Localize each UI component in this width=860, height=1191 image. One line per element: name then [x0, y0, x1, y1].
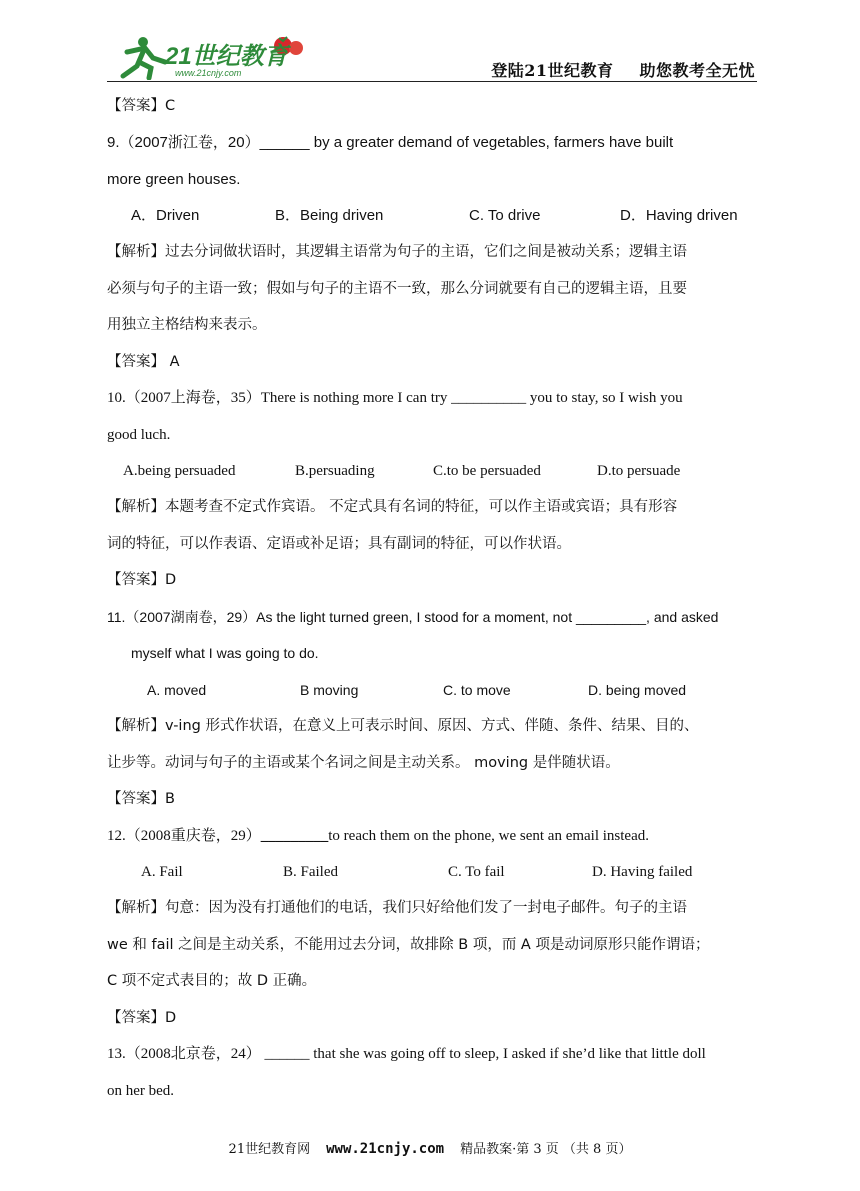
q9-option-d: D．Having driven: [620, 207, 738, 224]
q12-blank: _________: [260, 828, 329, 844]
question-12-line-1: [107, 826, 649, 846]
q10-option-b: B.persuading: [295, 463, 375, 479]
question-9-line-1: 9.（2007浙江卷，20）______ by a greater demand of vegetables, farmers have built: [107, 134, 674, 151]
q10-option-a: A.being persuaded: [123, 463, 236, 479]
q12-prefix: 12.（2008重庆卷，29）: [107, 828, 261, 844]
logo-url: www.21cnjy.com: [175, 68, 242, 78]
answer-12: 【答案】D: [107, 1010, 177, 1026]
q12-option-c: C. To fail: [448, 864, 505, 880]
header-tagline: [491, 58, 755, 81]
question-11-line-1: 11.（2007湖南卷，29）As the light turned green, I stood for a moment, not _________, and asked: [107, 609, 719, 625]
question-10-line-1: 10.（2007上海卷，35）There is nothing more I can try __________ you to stay, so I wish you: [107, 390, 683, 406]
question-11-line-2: myself what I was going to do.: [131, 645, 319, 661]
question-13-line-1: 13.（2008北京卷，24） ______ that she was going off to sleep, I asked if she’d like that little doll: [107, 1046, 706, 1062]
q11-option-b: B moving: [300, 682, 359, 698]
q11-option-d: D. being moved: [588, 682, 687, 698]
logo-text: 21世纪教育: [165, 43, 288, 70]
page-footer: [0, 1138, 860, 1157]
q12-option-b: B. Failed: [283, 864, 338, 880]
tagline-right: 助您教考全无忧: [639, 61, 755, 80]
q10-explanation-2: 词的特征，可以作表语、定语或补足语；具有副词的特征，可以作状语。: [107, 536, 571, 552]
q11-option-a: A. moved: [147, 682, 207, 698]
page-header: [107, 30, 757, 82]
footer-page-info: 精品教案·第 3 页 （共 8 页）: [460, 1142, 632, 1157]
q9-explanation-3: 用独立主格结构来表示。: [107, 317, 267, 333]
q11-option-c: C. to move: [443, 682, 511, 698]
q12-text: to reach them on the phone, we sent an email instead.: [328, 828, 649, 844]
q12-explanation-3: C 项不定式表目的；故 D 正确。: [107, 973, 317, 989]
q9-option-b: B．Being driven: [275, 207, 384, 224]
footer-site: 21世纪教育网: [228, 1142, 311, 1157]
q12-explanation-1: 【解析】句意：因为没有打通他们的电话，我们只好给他们发了一封电子邮件。句子的主语: [107, 900, 687, 916]
q12-option-a: A. Fail: [141, 864, 183, 880]
q9-option-a: A．Driven: [131, 207, 200, 224]
q10-option-c: C.to be persuaded: [433, 463, 541, 479]
question-10-line-2: good luch.: [107, 427, 171, 443]
q12-explanation-2: we 和 fail 之间是主动关系，不能用过去分词，故排除 B 项，而 A 项是动词原形只能作谓语；: [107, 937, 710, 953]
footer-url[interactable]: www.21cnjy.com: [326, 1141, 445, 1157]
q11-explanation-1: 【解析】v-ing 形式作状语，在意义上可表示时间、原因、方式、伴随、条件、结果、目的、: [107, 718, 699, 734]
q9-explanation-1: 【解析】过去分词做状语时，其逻辑主语常为句子的主语，它们之间是被动关系；逻辑主语: [107, 244, 687, 260]
q10-option-d: D.to persuade: [597, 463, 681, 479]
q9-option-c: C. To drive: [469, 207, 541, 224]
answer-11: 【答案】B: [107, 791, 175, 807]
site-logo: [113, 34, 313, 80]
question-13-line-2: on her bed.: [107, 1083, 175, 1099]
q11-explanation-2: 让步等。动词与句子的主语或某个名词之间是主动关系。 moving 是伴随状语。: [107, 755, 620, 771]
q9-explanation-2: 必须与句子的主语一致；假如与句子的主语不一致，那么分词就要有自己的逻辑主语，且要: [107, 281, 687, 297]
question-9-line-2: more green houses.: [107, 171, 241, 188]
answer-10: 【答案】D: [107, 572, 177, 588]
answer-9: 【答案】 A: [107, 354, 180, 370]
q12-option-d: D. Having failed: [592, 864, 693, 880]
answer-8: 【答案】C: [107, 98, 176, 114]
q10-explanation-1: 【解析】本题考查不定式作宾语。 不定式具有名词的特征，可以作主语或宾语；具有形容: [107, 499, 678, 515]
tagline-left: 登陆21世纪教育: [491, 61, 614, 80]
